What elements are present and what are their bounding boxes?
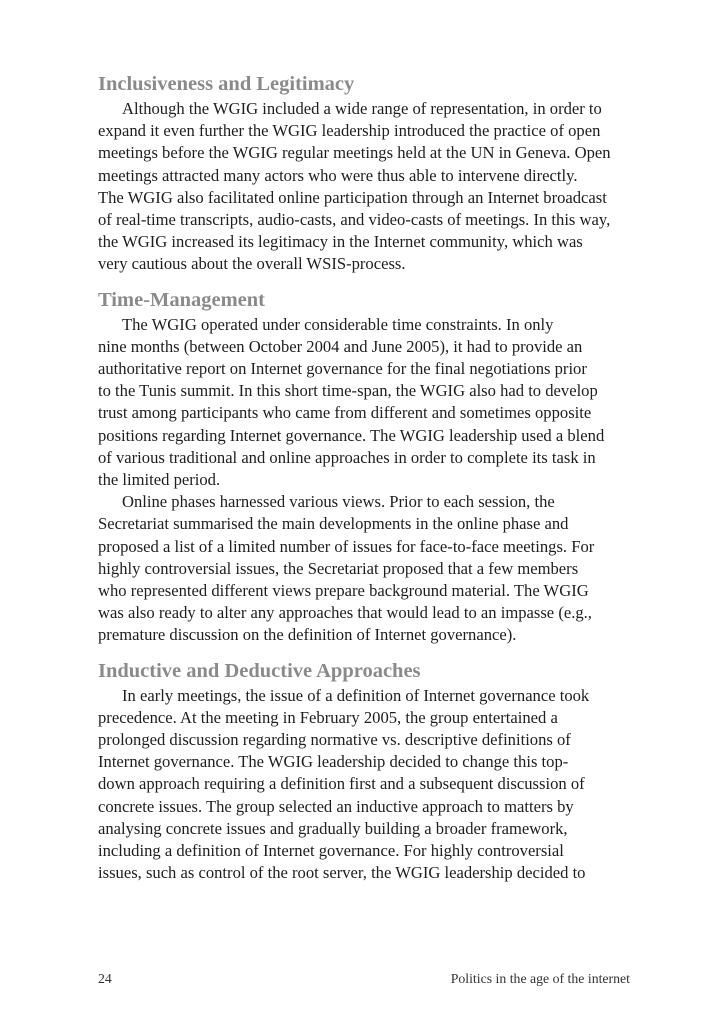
text-line: proposed a list of a limited number of issues for face-to-face meetings. For — [98, 536, 595, 556]
paragraph — [98, 314, 638, 492]
running-title: Politics in the age of the internet — [450, 971, 630, 986]
text-line: precedence. At the meeting in February 2005, the group entertained a — [98, 707, 558, 727]
page-footer — [98, 971, 630, 993]
paragraph — [98, 491, 638, 646]
section — [98, 70, 638, 276]
paragraph — [98, 98, 638, 276]
text-line: The WGIG operated under considerable time constraints. In only — [122, 314, 554, 334]
text-line: Online phases harnessed various views. Prior to each session, the — [122, 492, 555, 512]
text-line: trust among participants who came from different and sometimes opposite — [98, 403, 592, 423]
text-line: analysing concrete issues and gradually building a broader framework, — [98, 818, 568, 838]
text-line: the WGIG increased its legitimacy in the Internet community, which was — [98, 232, 583, 252]
text-line: In early meetings, the issue of a definition of Internet governance took — [122, 685, 590, 705]
text-line: Internet governance. The WGIG leadership decided to change this top- — [98, 752, 569, 772]
section-heading: Inductive and Deductive Approaches — [98, 659, 421, 682]
text-line: positions regarding Internet governance. The WGIG leadership used a blend — [98, 425, 605, 445]
text-line: meetings before the WGIG regular meetings held at the UN in Geneva. Open — [98, 143, 611, 163]
text-line: down approach requiring a definition first and a subsequent discussion of — [98, 774, 585, 794]
text-line: Secretariat summarised the main developments in the online phase and — [98, 514, 569, 534]
text-line: of real-time transcripts, audio-casts, and video-casts of meetings. In this way, — [98, 210, 611, 230]
page-number: 24 — [98, 971, 112, 986]
text-line: concrete issues. The group selected an inductive approach to matters by — [98, 796, 574, 816]
text-line: very cautious about the overall WSIS-process. — [98, 254, 406, 274]
text-line: meetings attracted many actors who were thus able to intervene directly. — [98, 165, 578, 185]
text-line: highly controversial issues, the Secretariat proposed that a few members — [98, 558, 579, 578]
text-line: issues, such as control of the root server, the WGIG leadership decided to — [98, 863, 586, 883]
text-line: nine months (between October 2004 and June 2005), it had to provide an — [98, 336, 583, 356]
text-line: to the Tunis summit. In this short time-span, the WGIG also had to develop — [98, 381, 598, 401]
text-line: was also ready to alter any approaches that would lead to an impasse (e.g., — [98, 603, 592, 623]
text-line: Although the WGIG included a wide range of representation, in order to — [122, 99, 602, 118]
text-line: prolonged discussion regarding normative vs. descriptive definitions of — [98, 730, 571, 750]
document-page — [98, 70, 638, 885]
paragraph — [98, 685, 638, 885]
text-line: including a definition of Internet governance. For highly controversial — [98, 841, 564, 861]
text-line: expand it even further the WGIG leadership introduced the practice of open — [98, 121, 601, 141]
text-line: the limited period. — [98, 470, 221, 490]
section — [98, 286, 638, 647]
text-line: of various traditional and online approaches in order to complete its task in — [98, 447, 596, 467]
section-heading: Inclusiveness and Legitimacy — [98, 73, 355, 95]
section — [98, 657, 638, 885]
section-heading: Time-Management — [98, 288, 266, 311]
text-line: who represented different views prepare background material. The WGIG — [98, 581, 589, 601]
text-line: authoritative report on Internet governance for the final negotiations prior — [98, 359, 587, 379]
text-line: premature discussion on the definition of Internet governance). — [98, 625, 517, 645]
text-line: The WGIG also facilitated online participation through an Internet broadcast — [98, 187, 607, 207]
